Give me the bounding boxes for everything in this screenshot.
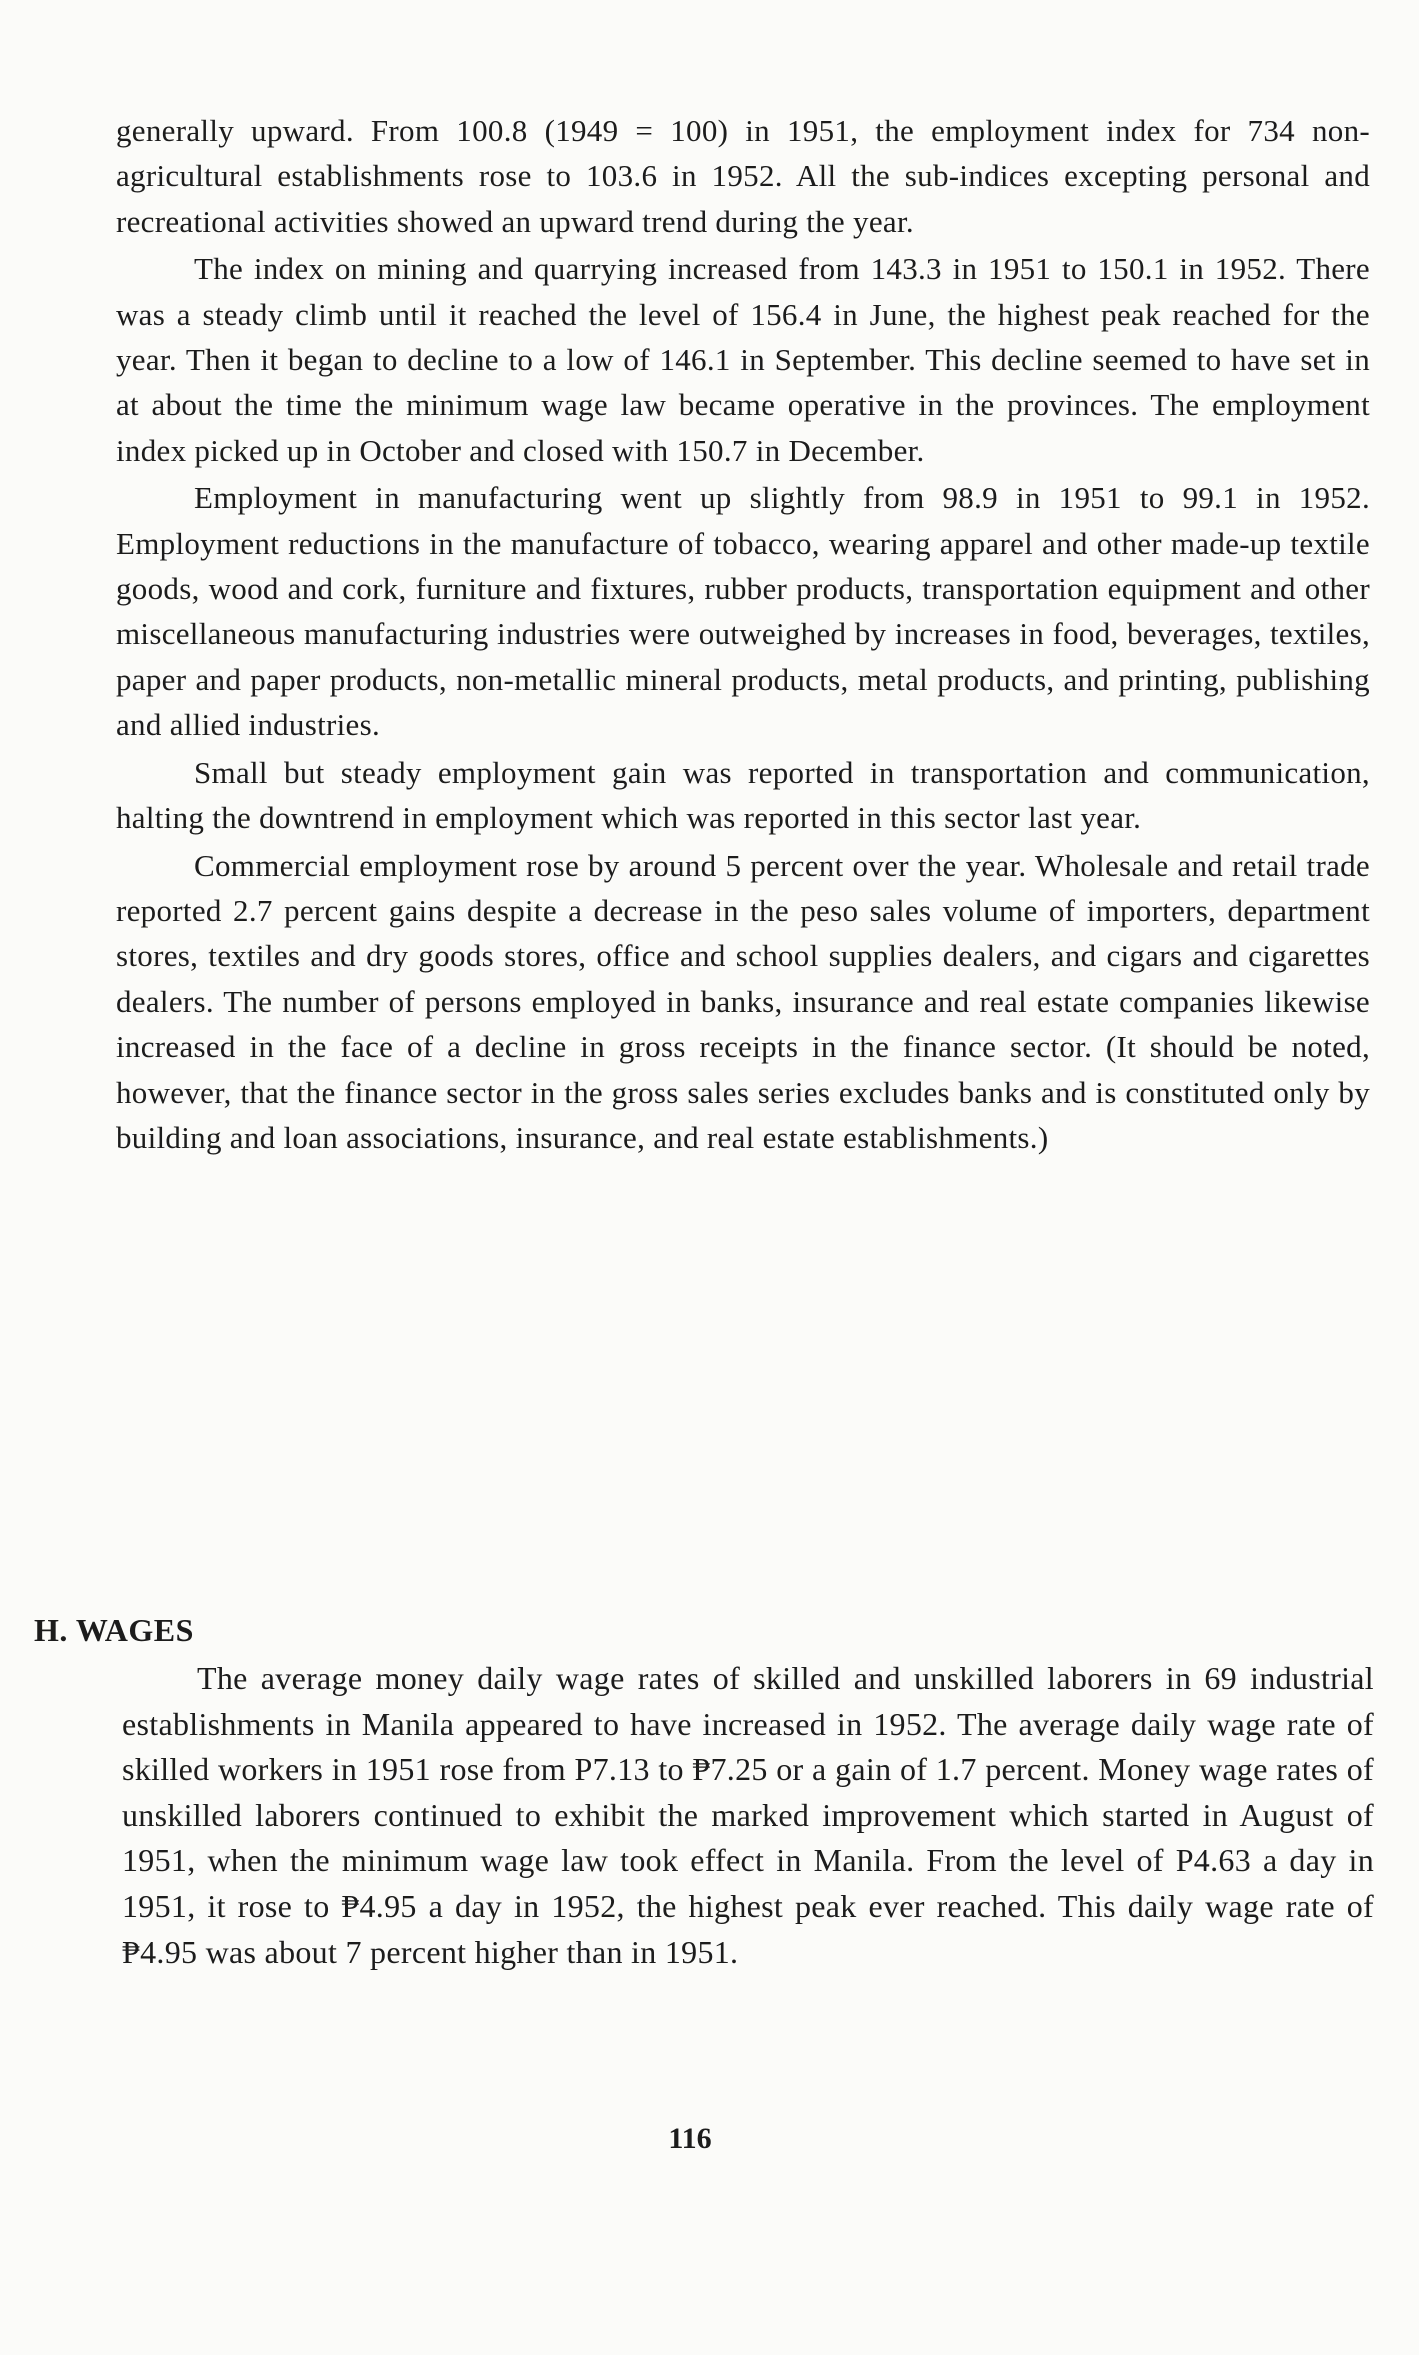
employment-text bbox=[116, 108, 1370, 1162]
paragraph-commercial: Commercial employment rose by around 5 percent over the year. Wholesale and retail trade reported 2.7 percent gains despite a decrease in the peso sales volume of importers, department stores, textiles and dry goods stores, office and school supplies dealers, and cigars and cigarettes dealers. The number of persons employed in banks, insurance and real estate companies likewise increased in the face of a decline in gross receipts in the finance sector. (It should be noted, however, that the finance sector in the gross sales series excludes banks and is constituted only by building and loan associations, insurance, and real estate establishments.) bbox=[116, 847, 1370, 1155]
wages-section bbox=[122, 1656, 1374, 1975]
paragraph-mining: The index on mining and quarrying increased from 143.3 in 1951 to 150.1 in 1952. There was a steady climb until it reached the level of 156.4 in June, the highest peak reached for the year. Then it began to decline to a low of 146.1 in September. This decline seemed to have set in at about the time the minimum wage law became operative in the provinces. The employment index picked up in October and closed with 150.7 in December. bbox=[116, 251, 1370, 468]
paragraph-transportation: Small but steady employment gain was reported in transportation and communication, halting the downtrend in employment which was reported in this sector last year. bbox=[116, 754, 1370, 836]
paragraph-wages: The average money daily wage rates of skilled and unskilled laborers in 69 industrial establishments in Manila appeared to have increased in 1952. The average daily wage rate of skilled workers in 1951 rose from P7.13 to ₱7.25 or a gain of 1.7 percent. Money wage rates of unskilled laborers continued to exhibit the marked improvement which started in August of 1951, when the minimum wage law took effect in Manila. From the level of P4.63 a day in 1951, it rose to ₱4.95 a day in 1952, the highest peak ever reached. This daily wage rate of ₱4.95 was about 7 percent higher than in 1951. bbox=[122, 1660, 1374, 1970]
page-number: 116 bbox=[668, 2122, 712, 2155]
section-heading-wages: H. WAGES bbox=[34, 1612, 194, 1648]
paragraph-manufacturing: Employment in manufacturing went up slightly from 98.9 in 1951 to 99.1 in 1952. Employment reductions in the manufacture of tobacco, wearing apparel and other made-up textile goods, wood and cork, furniture and fixtures, rubber products, transportation equipment and other miscellaneous manufacturing industries were outweighed by increases in food, beverages, textiles, paper and paper products, non-metallic mineral products, metal products, and printing, publishing and allied industries. bbox=[116, 480, 1370, 743]
paragraph-continuation: generally upward. From 100.8 (1949 = 100) in 1951, the employment index for 734 non-agricultural establishments rose to 103.6 in 1952. All the sub-indices excepting personal and recreational activities showed an upward trend during the year. bbox=[116, 113, 1370, 239]
